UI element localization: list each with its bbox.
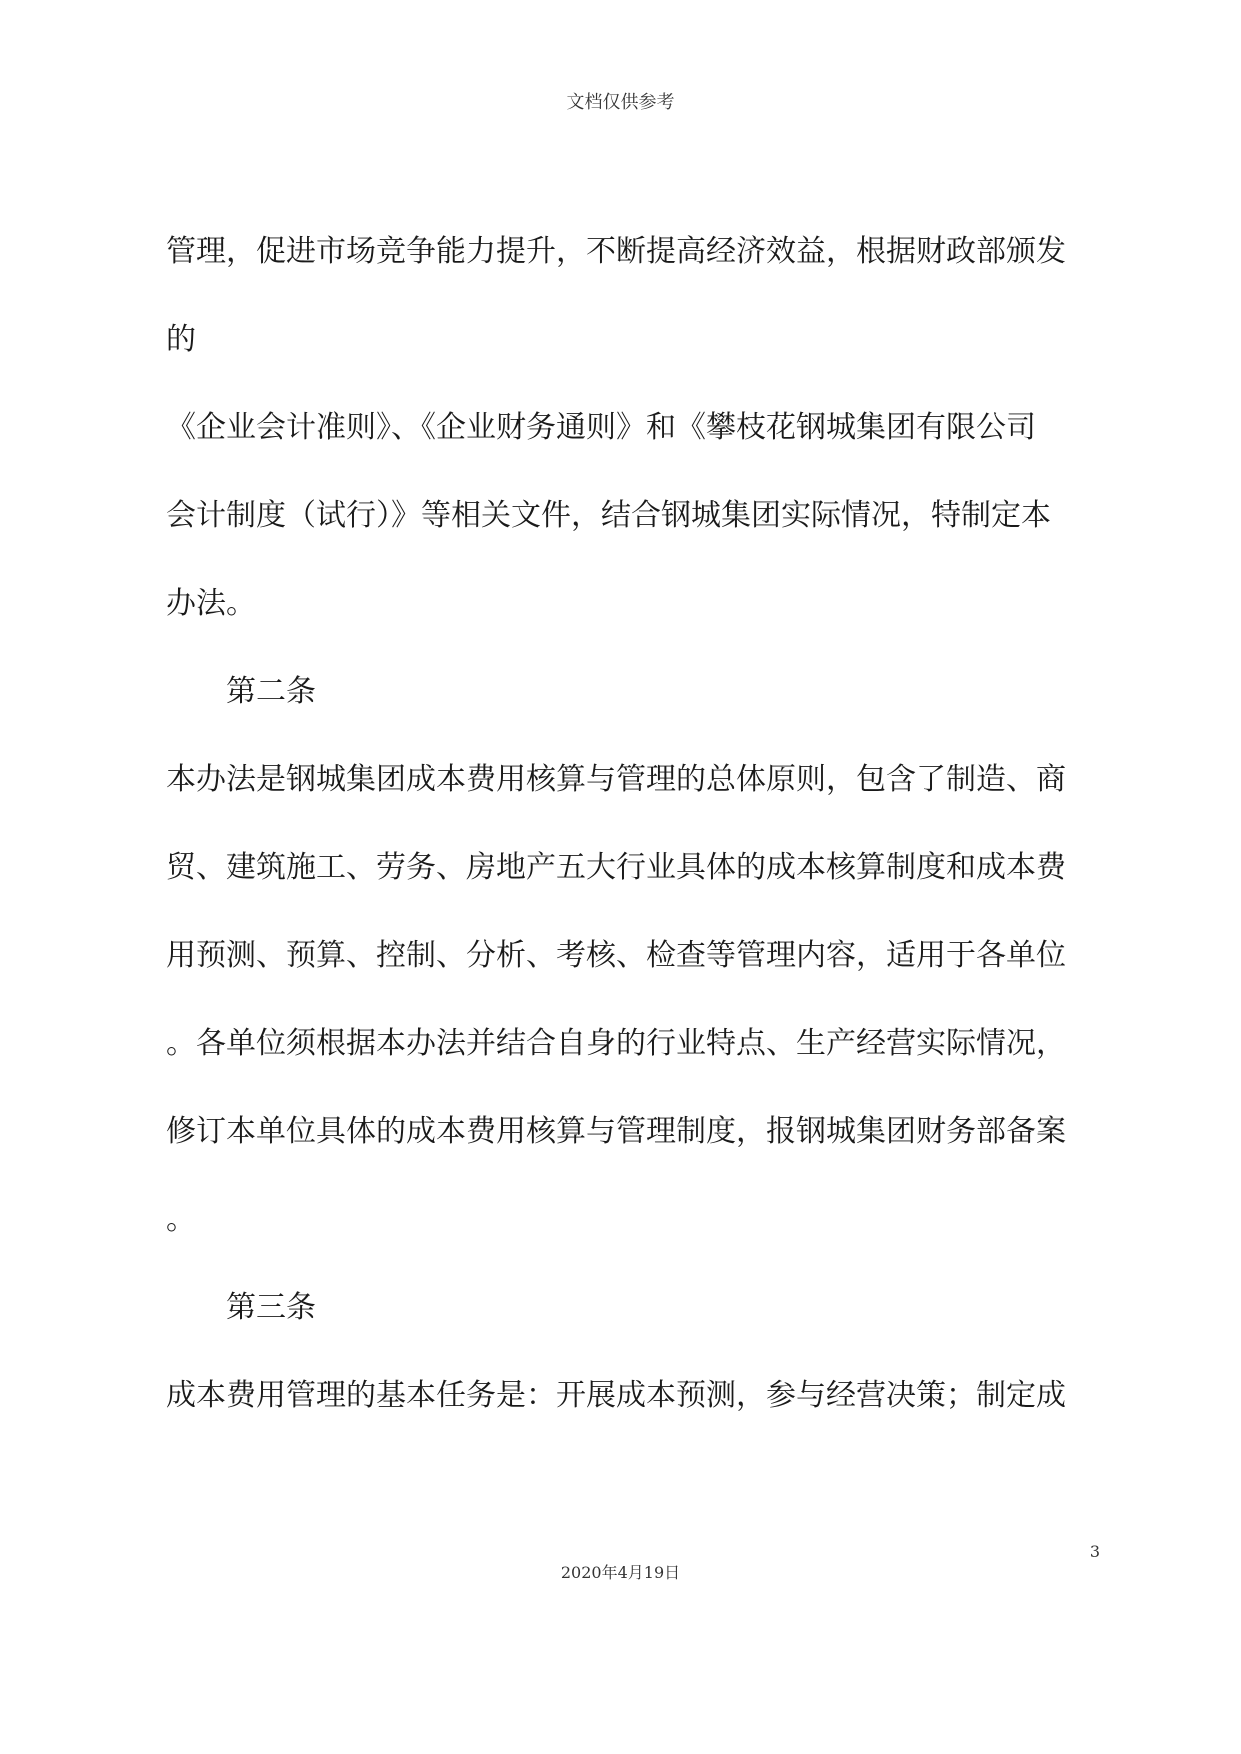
page-number: 3 [1089, 1542, 1100, 1561]
body-line: 办法。 [166, 586, 256, 621]
body-line: 管理，促进市场竞争能力提升，不断提高经济效益，根据财政部颁发 [166, 234, 1066, 269]
body-line: 会计制度（试行）》等相关文件，结合钢城集团实际情况，特制定本 [166, 498, 1051, 533]
page-header: 文档仅供参考 [566, 92, 675, 113]
article-heading: 第二条 [226, 674, 316, 709]
page-footer-date: 2020年4月19日 [560, 1563, 681, 1582]
article-heading: 第三条 [226, 1290, 316, 1325]
body-line: 本办法是钢城集团成本费用核算与管理的总体原则，包含了制造、商 [166, 762, 1066, 797]
body-line: 。 [166, 1202, 196, 1237]
body-line: 修订本单位具体的成本费用核算与管理制度，报钢城集团财务部备案 [166, 1114, 1066, 1149]
body-line: 成本费用管理的基本任务是：开展成本预测，参与经营决策；制定成 [166, 1378, 1066, 1413]
body-line: 贸、建筑施工、劳务、房地产五大行业具体的成本核算制度和成本费 [166, 850, 1066, 885]
body-line: 《企业会计准则》、《企业财务通则》和《攀枝花钢城集团有限公司 [166, 410, 1036, 445]
body-line: 。各单位须根据本办法并结合自身的行业特点、生产经营实际情况， [166, 1026, 1066, 1061]
body-line: 的 [166, 322, 196, 357]
body-line: 用预测、预算、控制、分析、考核、检查等管理内容，适用于各单位 [166, 938, 1066, 973]
